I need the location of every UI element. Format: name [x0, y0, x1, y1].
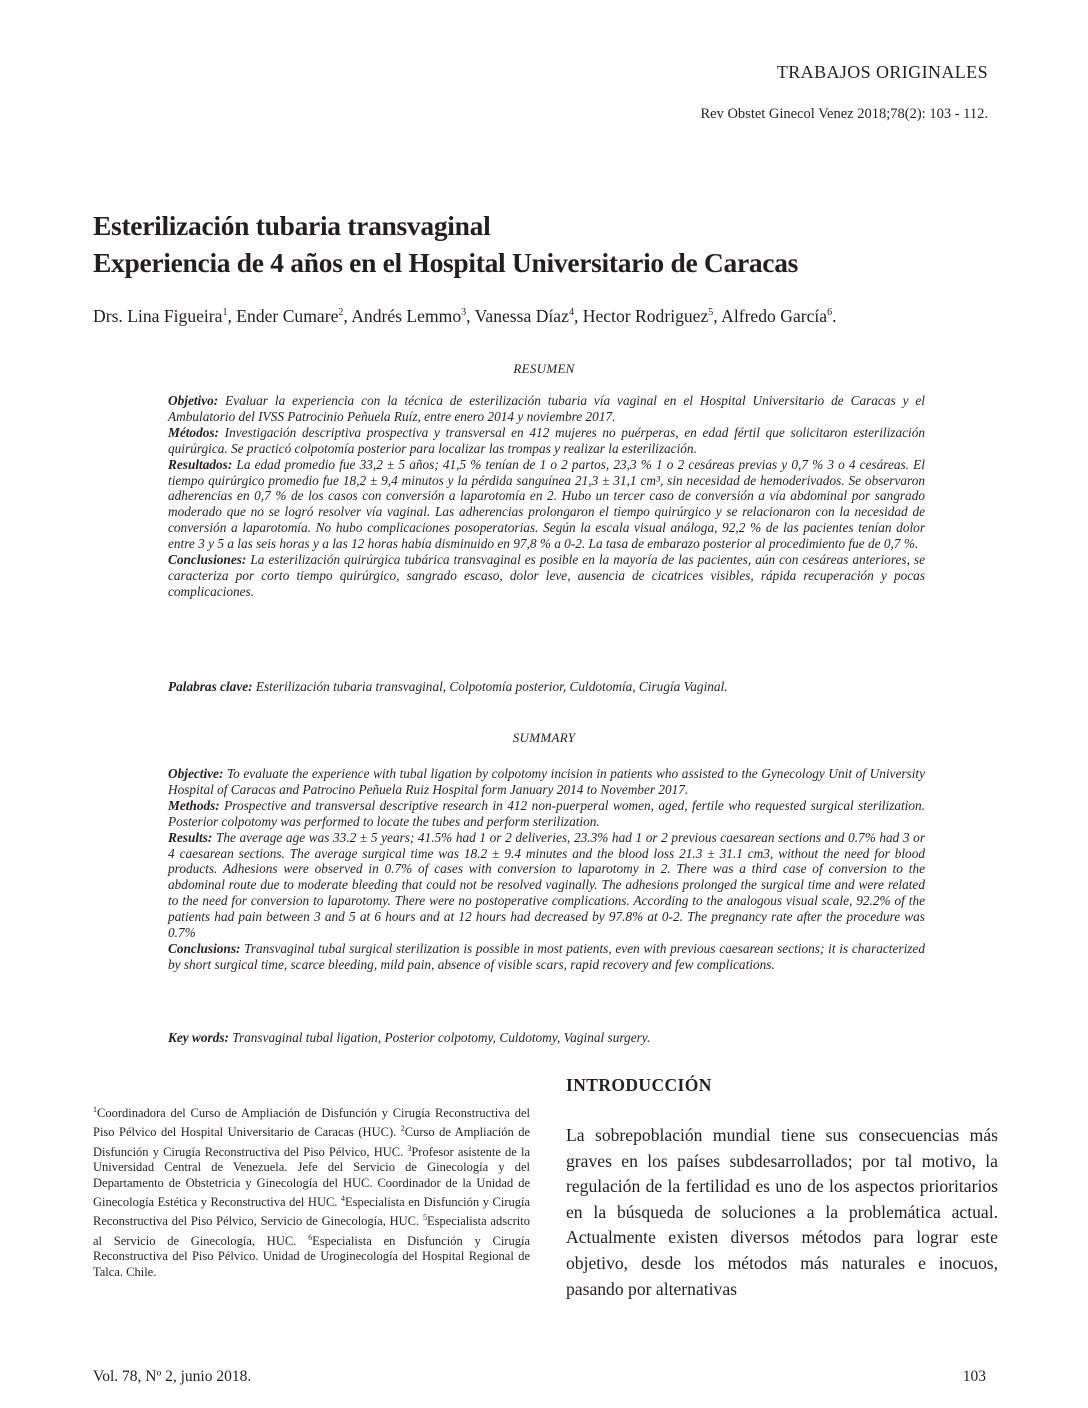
resumen-resultados: [168, 457, 925, 552]
summary-conclusions: [168, 941, 925, 973]
journal-citation: Rev Obstet Ginecol Venez 2018;78(2): 103 - 112.: [700, 106, 988, 122]
author-name: Drs. Lina Figueira: [93, 306, 223, 326]
introduccion-heading: INTRODUCCIÓN: [566, 1075, 712, 1095]
author-separator: ,: [466, 306, 475, 326]
summary-keywords: [168, 1030, 925, 1046]
resumen-metodos-text: Investigación descriptiva prospectiva y transversal en 412 mujeres no puérperas, en edad fértil que solicitaron esterilización quirúrgica. Se practicó colpotomía posterior para localizar las trompas y realizar la esterilización.: [168, 424, 925, 456]
resumen-body: [168, 393, 925, 600]
introduccion-text: La sobrepoblación mundial tiene sus consecuencias más graves en los países subdesarrollados; por tal motivo, la regulación de la fertilidad es uno de los aspectos prioritarios en la búsqueda de soluciones a la problemática actual. Actualmente existen diversos métodos para lograr este objetivo, desde los métodos más naturales e inocuos, pasando por alternativas: [566, 1125, 998, 1299]
footnote-text: Especialista en Disfunción y Cirugía Reconstructiva del Piso Pélvico, Servicio de Ginecología, HUC.: [93, 1195, 531, 1229]
summary-keywords-text: Transvaginal tubal ligation, Posterior colpotomy, Culdotomy, Vaginal surgery.: [228, 1030, 651, 1045]
author-separator: ,: [343, 306, 352, 326]
author-affiliation-mark: 2: [338, 307, 344, 319]
resumen-heading: RESUMEN: [513, 361, 575, 376]
author-separator: ,: [573, 306, 583, 326]
resumen-keywords-text: Esterilización tubaria transvaginal, Colpotomía posterior, Culdotomía, Cirugía Vaginal.: [252, 679, 728, 694]
author-affiliation-mark: 3: [461, 307, 467, 319]
summary-conclusions-label: Conclusions:: [168, 940, 241, 956]
affiliation-footnotes: [93, 1102, 530, 1280]
summary-methods: [168, 798, 925, 830]
summary-objective: [168, 766, 925, 798]
author-separator: ,: [713, 306, 722, 326]
footnote-text: Curso de Ampliación de Disfunción y Cirugía Reconstructiva del Piso Pélvico, HUC.: [93, 1125, 530, 1160]
author-name: Alfredo García: [721, 306, 828, 326]
footnote-text: Coordinadora del Curso de Ampliación de Disfunción y Cirugía Reconstructiva del Piso Pélvico del Hospital Universitario de Caracas (HUC).: [93, 1106, 530, 1140]
resumen-resultados-label: Resultados:: [168, 456, 233, 472]
resumen-conclusiones-label: Conclusiones:: [168, 552, 247, 568]
footnote-mark: 6: [308, 1232, 313, 1242]
footnote-mark: 4: [341, 1193, 345, 1203]
resumen-objetivo-label: Objetivo:: [168, 393, 219, 408]
author-list: [93, 306, 1008, 327]
resumen-metodos: [168, 425, 925, 457]
footnote-mark: 3: [407, 1143, 412, 1153]
author-name: Vanessa Díaz: [474, 306, 569, 326]
summary-keywords-label: Key words:: [168, 1030, 229, 1045]
summary-conclusions-text: Transvaginal tubal surgical sterilization is possible in most patients, even with previous caesarean sections; it is characterized by short surgical time, scarce bleeding, mild pain, absence of visible scars, rapid recovery and few complications.: [168, 940, 925, 972]
summary-methods-label: Methods:: [168, 797, 220, 813]
resumen-conclusiones: [168, 552, 925, 600]
footnote-mark: 5: [422, 1213, 427, 1223]
summary-objective-text: To evaluate the experience with tubal ligation by colpotomy incision in patients who assisted to the Gynecology Unit of University Hospital of Caracas and Patrocino Peñuela Ruiz Hospital form January 2014 to November 2017.: [168, 766, 925, 797]
article-title-line-2: Experiencia de 4 años en el Hospital Universitario de Caracas: [93, 247, 799, 278]
author-affiliation-mark: 5: [708, 307, 714, 319]
summary-methods-text: Prospective and transversal descriptive research in 412 non-puerperal women, aged, fertile who requested surgical sterilization. Posterior colpotomy was performed to locate the tubes and perform sterilization.: [168, 797, 925, 829]
summary-objective-label: Objective:: [168, 766, 224, 781]
footnote-mark: 2: [400, 1124, 405, 1134]
author-affiliation-mark: 4: [568, 307, 574, 319]
author-name: Ender Cumare: [236, 306, 339, 326]
summary-results: [168, 830, 925, 941]
footnote-text: Especialista adscrito al Servicio de Ginecología, HUC.: [93, 1214, 530, 1249]
footnote-text: Especialista en Disfunción y Cirugía Reconstructiva del Piso Pélvico. Unidad de Uroginecología del Hospital Regional de Talca. Chile.: [93, 1234, 530, 1279]
resumen-objetivo-text: Evaluar la experiencia con la técnica de esterilización tubaria vía vaginal en el Hospital Universitario de Caracas y el Ambulatorio del IVSS Patrocinio Peñuela Ruíz, entre enero 2014 y noviembre 2017.: [168, 393, 925, 424]
resumen-objetivo: [168, 393, 925, 425]
footnote-text: Profesor asistente de la Universidad Central de Venezuela. Jefe del Servicio de Ginecología y del Departamento de Obstetricia y Ginecología del HUC. Coordinador de la Unidad de Ginecología Estética y Reconstructiva del HUC.: [93, 1145, 530, 1210]
footnote-mark: 1: [93, 1105, 97, 1114]
resumen-conclusiones-text: La esterilización quirúrgica tubárica transvaginal es posible en la mayoría de las pacientes, aún con cesáreas anteriores, se caracteriza por corto tiempo quirúrgico, sangrado escaso, dolor leve, ausencia de cicatrices visibles, rápida recuperación y pocas complicaciones.: [168, 552, 925, 599]
author-affiliation-mark: 1: [222, 307, 228, 319]
author-separator: ,: [227, 306, 237, 326]
author-affiliation-mark: 6: [827, 307, 833, 319]
resumen-metodos-label: Métodos:: [168, 424, 219, 440]
resumen-keywords-label: Palabras clave:: [168, 679, 253, 694]
author-separator: .: [832, 306, 837, 326]
page-number: 103: [962, 1368, 986, 1385]
article-title-line-1: Esterilización tubaria transvaginal: [93, 210, 491, 241]
section-label: TRABAJOS ORIGINALES: [776, 62, 988, 82]
issue-footer: Vol. 78, Nº 2, junio 2018.: [93, 1368, 252, 1385]
summary-body: [168, 766, 925, 973]
author-name: Andrés Lemmo: [351, 306, 462, 326]
summary-heading: SUMMARY: [512, 730, 576, 745]
resumen-keywords: [168, 679, 925, 695]
article-title: [93, 207, 993, 281]
summary-results-label: Results:: [168, 829, 213, 845]
summary-results-text: The average age was 33.2 ± 5 years; 41.5% had 1 or 2 deliveries, 23.3% had 1 or 2 previous caesarean sections and 0.7% had 3 or 4 caesarean sections. The average surgical time was 18.2 ± 9.4 minutes and the blood loss 21.3 ± 31.1 cm3, without the need for blood products. Adhesions were observed in 0.7% of cases with conversion to laparotomy in 2. There was a third case of conversion to the abdominal route due to moderate bleeding that could not be resolved vaginally. The adhesions prolonged the surgical time and were related to the need for conversion to laparotomy. There were no postoperative complications. According to the analogous visual scale, 92.2% of the patients had pain between 3 and 5 at 6 hours and at 12 hours had decreased by 97.8% at 0-2. The pregnancy rate after the procedure was 0.7%: [168, 829, 925, 941]
author-name: Hector Rodriguez: [582, 306, 709, 326]
resumen-resultados-text: La edad promedio fue 33,2 ± 5 años; 41,5 % tenían de 1 o 2 partos, 23,3 % 1 o 2 cesáreas previas y 0,7 % 3 o 4 cesáreas. El tiempo quirúrgico promedio fue 18,2 ± 9,4 minutos y la pérdida sanguínea 21,3 ± 31,1 cm³, sin necesidad de hemoderivados. Se observaron adherencias en 0,7 % de los casos con conversión a laparotomía en 2. Hubo un tercer caso de conversión a vía abdominal por sangrado moderado que no se logró resolver vía vaginal. Las adherencias prolongaron el tiempo quirúrgico y se relacionaron con la necesidad de conversión a laparotomía. No hubo complicaciones posoperatorias. Según la escala visual análoga, 92,2 % de las pacientes tenían dolor entre 3 y 5 a las seis horas y a las 12 horas había disminuido en 97,8 % a 0-2. La tasa de embarazo posterior al procedimiento fue de 0,7 %.: [168, 456, 925, 552]
